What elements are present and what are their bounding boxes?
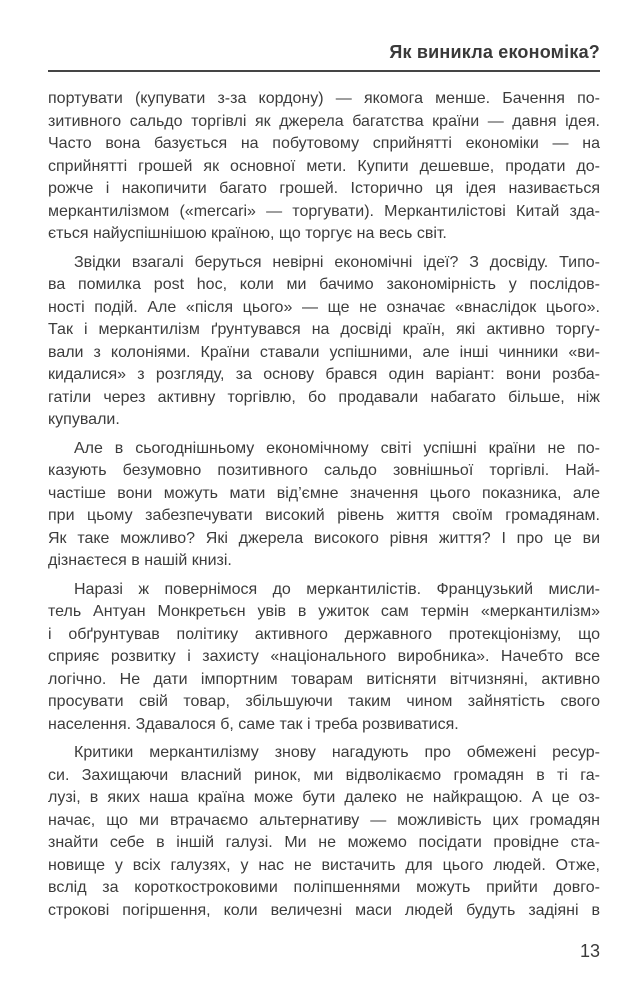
text-line: лузі, в яких наша країна може бути далеко не найкращою. А це оз- xyxy=(48,789,600,806)
paragraph xyxy=(48,438,600,573)
text-line: просувати свій товар, збільшуючи таким чином зайнятість свого xyxy=(48,693,600,710)
text-line: си. Захищаючи власний ринок, ми відволікаємо громадян в ті га- xyxy=(48,766,600,784)
running-header xyxy=(48,42,600,63)
text-line: сприяє розвитку і захисту «національного виробника». Начебто все xyxy=(48,648,600,665)
text-line: кидалися» з розгляду, за основу брався один варіант: вони розба- xyxy=(48,366,600,383)
text-line: дізнаєтеся в нашій книзі. xyxy=(48,552,232,569)
text-line: купували. xyxy=(48,411,120,428)
text-line: рожче і накопичити багато грошей. Історично ця ідея називається xyxy=(48,180,600,197)
text-line: логічно. Не дати імпортним товарам витісняти вітчизняні, активно xyxy=(48,670,600,688)
text-line: зитивного сальдо торгівлі як джерела багатства країни — давня ідея. xyxy=(48,112,600,130)
paragraph xyxy=(48,579,600,737)
body-text xyxy=(48,88,600,922)
text-line: гатіли через активну торгівлю, бо продавали набагато більше, ніж xyxy=(48,388,600,406)
text-line: новище у всіх галузях, у нас не вистачить для цього людей. Отже, xyxy=(48,856,600,874)
text-line: ється найуспішнішою країною, що торгує на весь світ. xyxy=(48,225,447,242)
text-line: меркантилізмом («mercari» — торгувати). Меркантилістові Китай зда- xyxy=(48,202,600,220)
paragraph xyxy=(48,252,600,432)
text-line: знайти себе в іншій галузі. Ми не можемо посідати провідне ста- xyxy=(48,834,600,851)
text-line: сприйнятті грошей як основної мети. Купити дешевше, продати до- xyxy=(48,157,600,175)
text-line: казують безумовно позитивного сальдо зовнішньої торгівлі. Най- xyxy=(48,462,600,479)
text-line: Критики меркантилізму знову нагадують про обмежені ресур- xyxy=(74,744,600,761)
text-line: вслід за короткостроковими поліпшеннями можуть прийти довго- xyxy=(48,879,600,896)
text-line: вали з колоніями. Країни ставали успішними, але інші чинники «ви- xyxy=(48,343,600,361)
text-line: Часто вона базується на побутовому сприйнятті економіки — на xyxy=(48,135,600,152)
text-line: Як таке можливо? Які джерела високого рівня життя? І про це ви xyxy=(48,529,600,547)
text-line: Так і меркантилізм ґрунтувався на досвіді країн, які активно торгу- xyxy=(48,321,600,338)
chapter-title: Як виникла економіка? xyxy=(389,42,600,62)
text-line: начає, що ми втрачаємо альтернативу — можливість цих громадян xyxy=(48,811,600,829)
text-line: тель Антуан Монкретьєн увів в ужиток сам термін «меркантилізм» xyxy=(48,603,600,620)
page-number: 13 xyxy=(579,941,600,961)
text-line: населення. Здавалося б, саме так і треба розвиватися. xyxy=(48,715,459,733)
text-line: ва помилка post hoc, коли ми бачимо закономірність у послідов- xyxy=(48,276,600,293)
text-line: ності подій. Але «після цього» — ще не означає «внаслідок цього». xyxy=(48,298,600,316)
text-line: Наразі ж повернімося до меркантилістів. Французький мисли- xyxy=(74,580,600,598)
text-line: строкові погіршення, коли величезні маси людей будуть задіяні в xyxy=(48,901,600,919)
text-line: при цьому забезпечувати високий рівень життя своїм громадянам. xyxy=(48,507,600,524)
header-rule xyxy=(48,70,600,72)
text-line: Але в сьогоднішньому економічному світі успішні країни не по- xyxy=(74,439,600,457)
text-line: частіше вони можуть мати від’ємне значення цього показника, але xyxy=(48,484,600,502)
paragraph xyxy=(48,742,600,922)
text-line: портувати (купувати з-за кордону) — якомога менше. Бачення по- xyxy=(48,90,600,107)
text-line: і обґрунтував політику активного державного протекціонізму, що xyxy=(48,625,600,643)
text-line: Звідки взагалі беруться невірні економічні ідеї? З досвіду. Типо- xyxy=(74,253,600,271)
paragraph xyxy=(48,88,600,246)
